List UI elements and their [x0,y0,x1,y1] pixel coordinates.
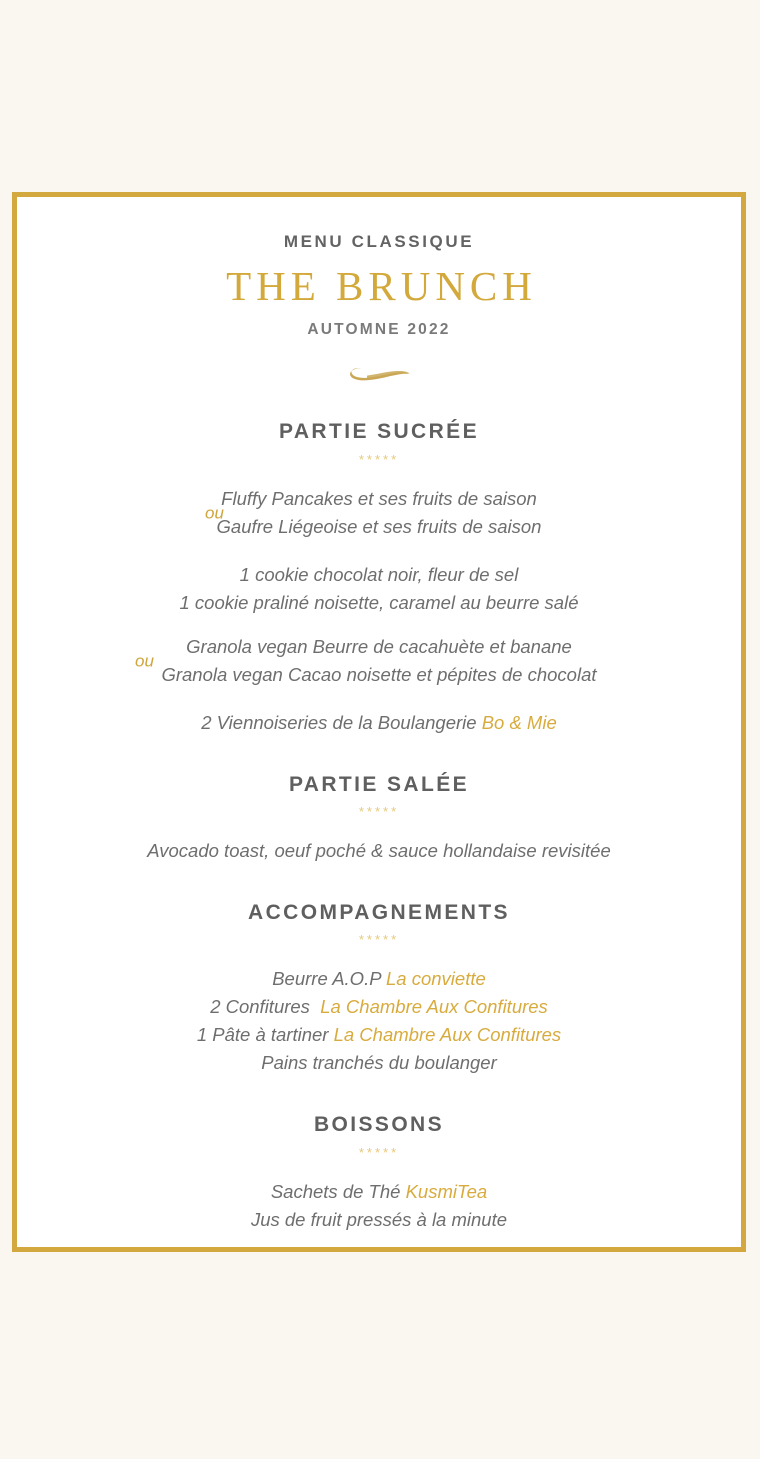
section-partie-salee [47,771,711,865]
section-items [47,837,711,865]
menu-item [47,709,711,737]
menu-item: Granola vegan Cacao noisette et pépites de chocolat [161,663,597,685]
section-items [47,965,711,1077]
section-separator: ***** [358,451,400,467]
brand-name: La Chambre Aux Confitures [333,1024,562,1046]
alternative-label: ou [135,651,154,671]
brand-name: La conviette [386,968,486,990]
section-items [47,485,711,737]
page-title: THE BRUNCH [226,263,537,310]
alternative-label: ou [205,503,224,523]
menu-item: 1 cookie praliné noisette, caramel au beurre salé [179,591,579,613]
section-title: ACCOMPAGNEMENTS [248,901,510,925]
brand-name: Bo & Mie [481,711,557,733]
brand-name: La Chambre Aux Confitures [320,996,548,1018]
menu-item-text: Beurre A.O.P [272,968,387,990]
section-title: BOISSONS [313,1113,445,1137]
menu-content [17,197,741,1274]
menu-item [47,1178,711,1206]
section-items [47,1178,711,1234]
section-accompagnements [47,899,711,1077]
section-title: PARTIE SALÉE [288,772,470,796]
section-title: PARTIE SUCRÉE [279,420,479,444]
alternatives-group [47,485,711,541]
section-separator: ***** [358,804,400,820]
menu-eyebrow: MENU CLASSIQUE [283,232,475,251]
menu-item: Avocado toast, oeuf poché & sauce hollandaise revisitée [147,840,611,862]
menu-item-text: 2 Viennoiseries de la Boulangerie [201,711,482,733]
menu-item: Pains tranchés du boulanger [261,1052,497,1074]
menu-card-frame [12,192,746,1252]
menu-item: Gaufre Liégeoise et ses fruits de saison [216,515,542,537]
menu-season: AUTOMNE 2022 [307,321,451,339]
section-separator: ***** [358,932,400,948]
flourish-swirl-icon [347,362,411,384]
menu-item-text: Sachets de Thé [270,1180,406,1202]
menu-item: Jus de fruit pressés à la minute [250,1208,508,1230]
menu-header [47,231,711,384]
menu-item: Granola vegan Beurre de cacahuète et banane [186,635,572,657]
alternatives-group [47,633,711,689]
section-partie-sucree [47,418,711,736]
menu-item [47,993,711,1021]
section-boissons [47,1111,711,1233]
menu-item-group [47,709,711,737]
menu-item: Fluffy Pancakes et ses fruits de saison [221,487,537,509]
section-separator: ***** [358,1144,400,1160]
menu-item-text: 2 Confitures [210,996,321,1018]
menu-item [47,1021,711,1049]
menu-item: 1 cookie chocolat noir, fleur de sel [239,563,519,585]
menu-item-text: 1 Pâte à tartiner [196,1024,334,1046]
brand-name: KusmiTea [405,1180,488,1202]
menu-item [47,965,711,993]
menu-item-group [47,561,711,617]
